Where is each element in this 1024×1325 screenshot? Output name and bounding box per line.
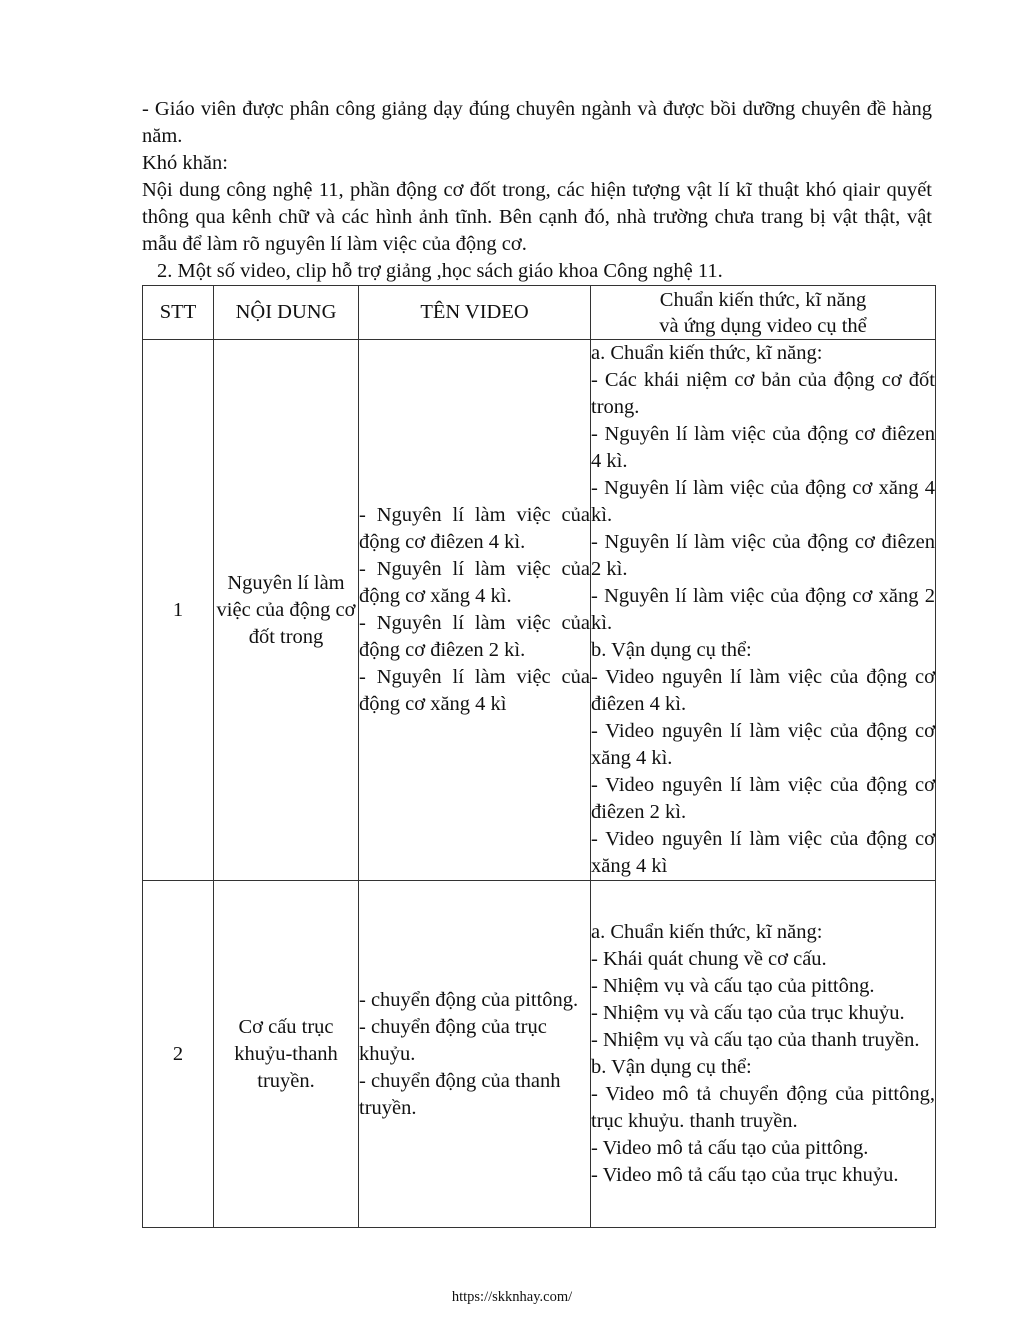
row1-chuan-item: - Video nguyên lí làm việc của động cơ điêzen 2 kì. [591, 774, 935, 823]
row2-chuan [591, 881, 936, 1228]
row1-video-item: - Nguyên lí làm việc của động cơ điêzen 4 kì. [359, 504, 590, 553]
row2-video-item: - chuyển động của thanh truyền. [359, 1069, 561, 1119]
header-chuan [591, 286, 936, 340]
row1-chuan-item: - Video nguyên lí làm việc của động cơ xăng 4 kì. [591, 720, 935, 769]
paragraph-difficulty-body: Nội dung công nghệ 11, phần động cơ đốt trong, các hiện tượng vật lí kĩ thuật khó qiair quyết thông qua kênh chữ và các hình ảnh tĩnh. Bên cạnh đó, nhà trường chưa trang bị vật thật, vật mẫu để làm rõ nguyên lí làm việc của động cơ. [142, 179, 932, 255]
row1-video-item: - Nguyên lí làm việc của động cơ xăng 4 kì [359, 666, 590, 715]
row1-video-item: - Nguyên lí làm việc của động cơ xăng 4 kì. [359, 558, 590, 607]
row1-video-item: - Nguyên lí làm việc của động cơ điêzen 2 kì. [359, 612, 590, 661]
row1-chuan-item: b. Vận dụng cụ thể: [591, 639, 752, 661]
row1-stt: 1 [143, 340, 214, 881]
row2-chuan-item: - Khái quát chung về cơ cấu. [591, 948, 827, 970]
row1-chuan [591, 340, 936, 881]
header-stt: STT [143, 286, 214, 340]
row1-chuan-item: - Nguyên lí làm việc của động cơ điêzen 4 kì. [591, 423, 935, 472]
header-noi-dung: NỘI DUNG [214, 286, 359, 340]
header-chuan-line1: Chuẩn kiến thức, kĩ năng [659, 288, 867, 311]
paragraph-section-heading: 2. Một số video, clip hỗ trợ giảng ,học sách giáo khoa Công nghệ 11. [157, 260, 723, 282]
row1-chuan-item: - Nguyên lí làm việc của động cơ xăng 4 kì. [591, 477, 935, 526]
row2-chuan-item: - Nhiệm vụ và cấu tạo của trục khuỷu. [591, 1002, 905, 1024]
row2-stt: 2 [143, 881, 214, 1228]
video-table [142, 285, 936, 1228]
row2-video-item: - chuyển động của pittông. [359, 988, 579, 1011]
footer-url: https://skknhay.com/ [451, 1289, 573, 1305]
row2-ten-video [359, 881, 591, 1228]
row2-chuan-item: - Nhiệm vụ và cấu tạo của thanh truyền. [591, 1029, 920, 1051]
row2-chuan-item: a. Chuẩn kiến thức, kĩ năng: [591, 921, 823, 943]
row2-chuan-item: - Video mô tả chuyển động của pittông, trục khuỷu. thanh truyền. [591, 1083, 935, 1132]
row1-chuan-item: - Nguyên lí làm việc của động cơ điêzen 2 kì. [591, 531, 935, 580]
row1-chuan-item: - Video nguyên lí làm việc của động cơ điêzen 4 kì. [591, 666, 935, 715]
row1-chuan-item: - Video nguyên lí làm việc của động cơ xăng 4 kì [591, 828, 935, 877]
row1-chuan-item: - Các khái niệm cơ bản của động cơ đốt trong. [591, 369, 935, 418]
row2-chuan-item: b. Vận dụng cụ thể: [591, 1056, 752, 1078]
paragraph-difficulty-heading: Khó khăn: [142, 152, 228, 174]
paragraph-teacher: - Giáo viên được phân công giảng dạy đúng chuyên ngành và được bồi dưỡng chuyên đề hàng năm. [142, 98, 932, 147]
row2-video-item: - chuyển động của trục khuỷu. [359, 1015, 547, 1065]
row2-chuan-item: - Nhiệm vụ và cấu tạo của pittông. [591, 975, 875, 997]
table-row [143, 881, 936, 1228]
row1-chuan-item: - Nguyên lí làm việc của động cơ xăng 2 kì. [591, 585, 935, 634]
row2-noi-dung: Cơ cấu trục khuỷu-thanh truyền. [214, 881, 359, 1228]
row1-chuan-item: a. Chuẩn kiến thức, kĩ năng: [591, 342, 823, 364]
table-row [143, 340, 936, 881]
header-ten-video: TÊN VIDEO [359, 286, 591, 340]
header-chuan-line2: và ứng dụng video cụ thể [659, 314, 867, 337]
row1-ten-video [359, 340, 591, 881]
row2-chuan-item: - Video mô tả cấu tạo của trục khuỷu. [591, 1164, 899, 1186]
intro-paragraphs [142, 96, 932, 285]
row1-noi-dung: Nguyên lí làm việc của động cơ đốt trong [214, 340, 359, 881]
row2-chuan-item: - Video mô tả cấu tạo của pittông. [591, 1137, 869, 1159]
table-header-row [143, 286, 936, 340]
